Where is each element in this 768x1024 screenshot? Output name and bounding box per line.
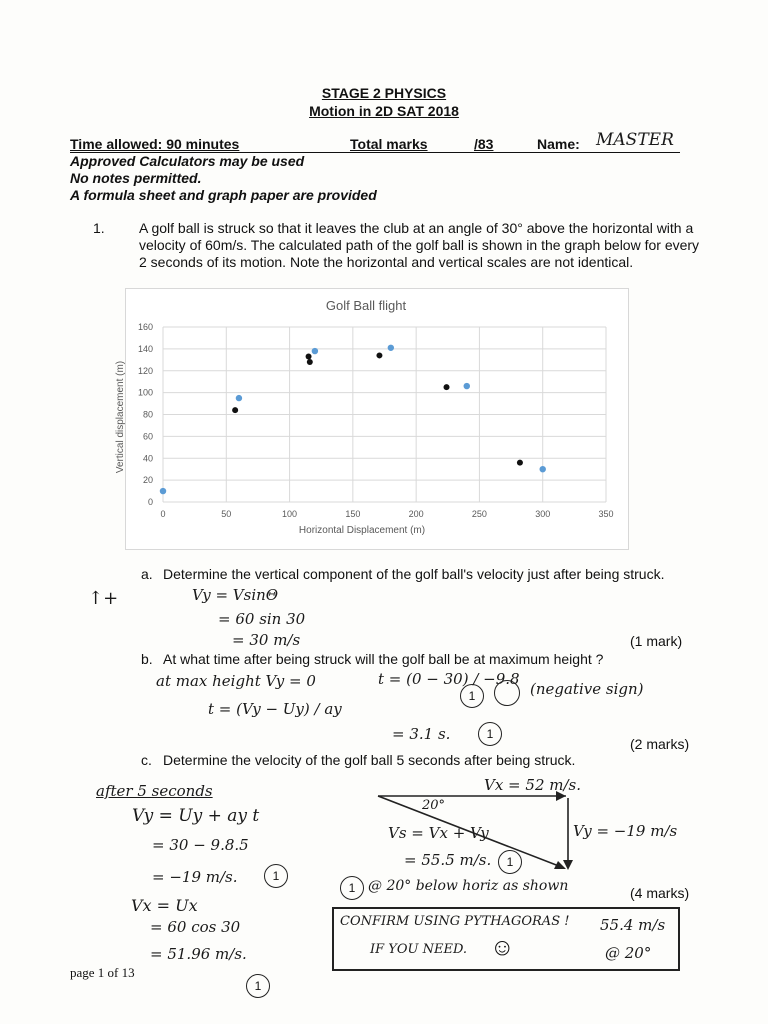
handmarked-point	[307, 359, 313, 365]
part-a-work-3: = 30 m/s	[232, 631, 301, 649]
question-text: A golf ball is struck so that it leaves the club at an angle of 30° above the horizontal with a velocity of 60m/s. The calculated path of the golf ball is shown in the graph below for every 2 seconds of its motion. Note the horizontal and vertical scales are not identical.	[139, 220, 700, 270]
total-marks-value: /83	[474, 136, 494, 152]
calculators-note: Approved Calculators may be used	[70, 153, 305, 169]
confirm-line-1: CONFIRM USING PYTHAGORAS !	[340, 914, 570, 929]
name-value: MASTER	[596, 130, 674, 150]
part-b-work-left-1: at max height Vy = 0	[156, 672, 316, 690]
name-label: Name:	[537, 136, 580, 152]
part-c-text: Determine the velocity of the golf ball 5 seconds after being struck.	[163, 752, 576, 768]
y-tick-label: 40	[142, 453, 153, 464]
data-point	[236, 395, 242, 401]
y-tick-label: 0	[147, 497, 153, 507]
data-point	[160, 488, 166, 494]
up-positive-arrow: ↑+	[88, 588, 119, 609]
triangle-vx-label: Vx = 52 m/s.	[484, 776, 581, 794]
part-b-marks: (2 marks)	[630, 736, 690, 752]
part-b-note: (negative sign)	[530, 680, 644, 698]
total-marks-label: Total marks	[350, 136, 428, 152]
part-c-marks: (4 marks)	[630, 885, 690, 901]
x-tick-label: 0	[160, 509, 166, 519]
data-point	[388, 345, 394, 351]
y-tick-label: 60	[142, 431, 153, 442]
page-subtitle: Motion in 2D SAT 2018	[309, 103, 459, 119]
x-tick-label: 150	[345, 509, 361, 519]
x-tick-label: 200	[408, 509, 424, 519]
handmarked-point	[444, 384, 450, 390]
page-title: STAGE 2 PHYSICS	[321, 85, 447, 101]
part-c-vy-2: = 30 − 9.8.5	[152, 836, 249, 854]
part-b-score-1: 1	[460, 684, 484, 708]
handmarked-point	[517, 460, 523, 466]
vs-equation: Vs = Vx + Vy	[388, 824, 489, 842]
x-tick-label: 350	[598, 509, 614, 519]
vs-value: = 55.5 m/s.	[404, 851, 492, 869]
part-b-work-left-2: t = (Vy − Uy) / ay	[208, 700, 342, 718]
part-b-label: b.	[141, 651, 153, 667]
part-c-label: c.	[141, 752, 152, 768]
y-tick-label: 160	[137, 322, 153, 332]
handmarked-point	[376, 352, 382, 358]
part-a-marks: (1 mark)	[630, 633, 683, 649]
notes-note: No notes permitted.	[70, 170, 202, 186]
y-tick-label: 80	[142, 409, 153, 420]
part-a-label: a.	[141, 566, 153, 582]
x-tick-label: 300	[535, 509, 551, 519]
part-c-vx-score: 1	[246, 974, 270, 998]
page-footer: page 1 of 13	[70, 965, 135, 980]
part-b-text: At what time after being struck will the golf ball be at maximum height ?	[163, 651, 604, 667]
y-tick-label: 100	[137, 387, 153, 398]
triangle-vy-label: Vy = −19 m/s	[573, 822, 678, 840]
y-tick-labels	[138, 322, 153, 507]
vs-score: 1	[498, 850, 522, 874]
time-allowed: Time allowed: 90 minutes	[70, 136, 240, 152]
part-c-vy-score: 1	[264, 864, 288, 888]
part-c-vy-1: Vy = Uy + ay t	[132, 806, 260, 826]
handmarked-point	[232, 407, 238, 413]
x-tick-labels	[160, 509, 613, 519]
x-tick-label: 50	[221, 509, 232, 519]
part-a-work-1: Vy = VsinΘ	[192, 586, 279, 604]
y-tick-label: 120	[137, 365, 153, 376]
x-axis-label: Horizontal Displacement (m)	[298, 525, 426, 536]
chart-title: Golf Ball flight	[325, 298, 407, 313]
part-b-score-2: 1	[478, 722, 502, 746]
confirm-value: 55.4 m/s	[600, 916, 666, 934]
part-b-work-right-2: = 3.1 s.	[392, 725, 451, 743]
part-c-vx-2: = 60 cos 30	[150, 918, 241, 936]
data-point	[312, 348, 318, 354]
x-tick-label: 100	[282, 509, 298, 519]
confirm-angle: @ 20°	[605, 944, 652, 962]
part-a-work-2: = 60 sin 30	[218, 610, 306, 628]
y-tick-label: 140	[137, 343, 153, 354]
chart-grid	[163, 327, 606, 502]
question-number: 1.	[93, 220, 105, 236]
y-tick-label: 20	[142, 475, 153, 486]
data-point	[540, 466, 546, 472]
smiley-icon: ☺	[490, 934, 515, 961]
part-a-text: Determine the vertical component of the golf ball's velocity just after being struck.	[163, 566, 665, 582]
formula-note: A formula sheet and graph paper are provided	[70, 187, 377, 203]
part-c-vx-3: = 51.96 m/s.	[150, 945, 247, 963]
y-axis-label: Vertical displacement (m)	[115, 360, 126, 474]
data-point	[464, 383, 470, 389]
direction-note: @ 20° below horiz as shown	[368, 878, 569, 894]
triangle-angle-label: 20°	[422, 798, 446, 813]
part-c-after: after 5 seconds	[96, 782, 213, 800]
empty-circle-icon	[494, 680, 520, 706]
part-c-vy-3: = −19 m/s.	[152, 868, 238, 886]
chart-container	[115, 288, 629, 550]
x-tick-label: 250	[471, 509, 487, 519]
scatter-chart	[115, 289, 628, 549]
handmarked-point	[306, 354, 312, 360]
direction-score: 1	[340, 876, 364, 900]
confirm-line-2: IF YOU NEED.	[370, 942, 468, 957]
part-c-vx-1: Vx = Ux	[131, 896, 198, 915]
part-b-work-right-1: t = (0 − 30) / −9.8	[378, 670, 520, 688]
part-b-circle-mark	[494, 680, 520, 711]
